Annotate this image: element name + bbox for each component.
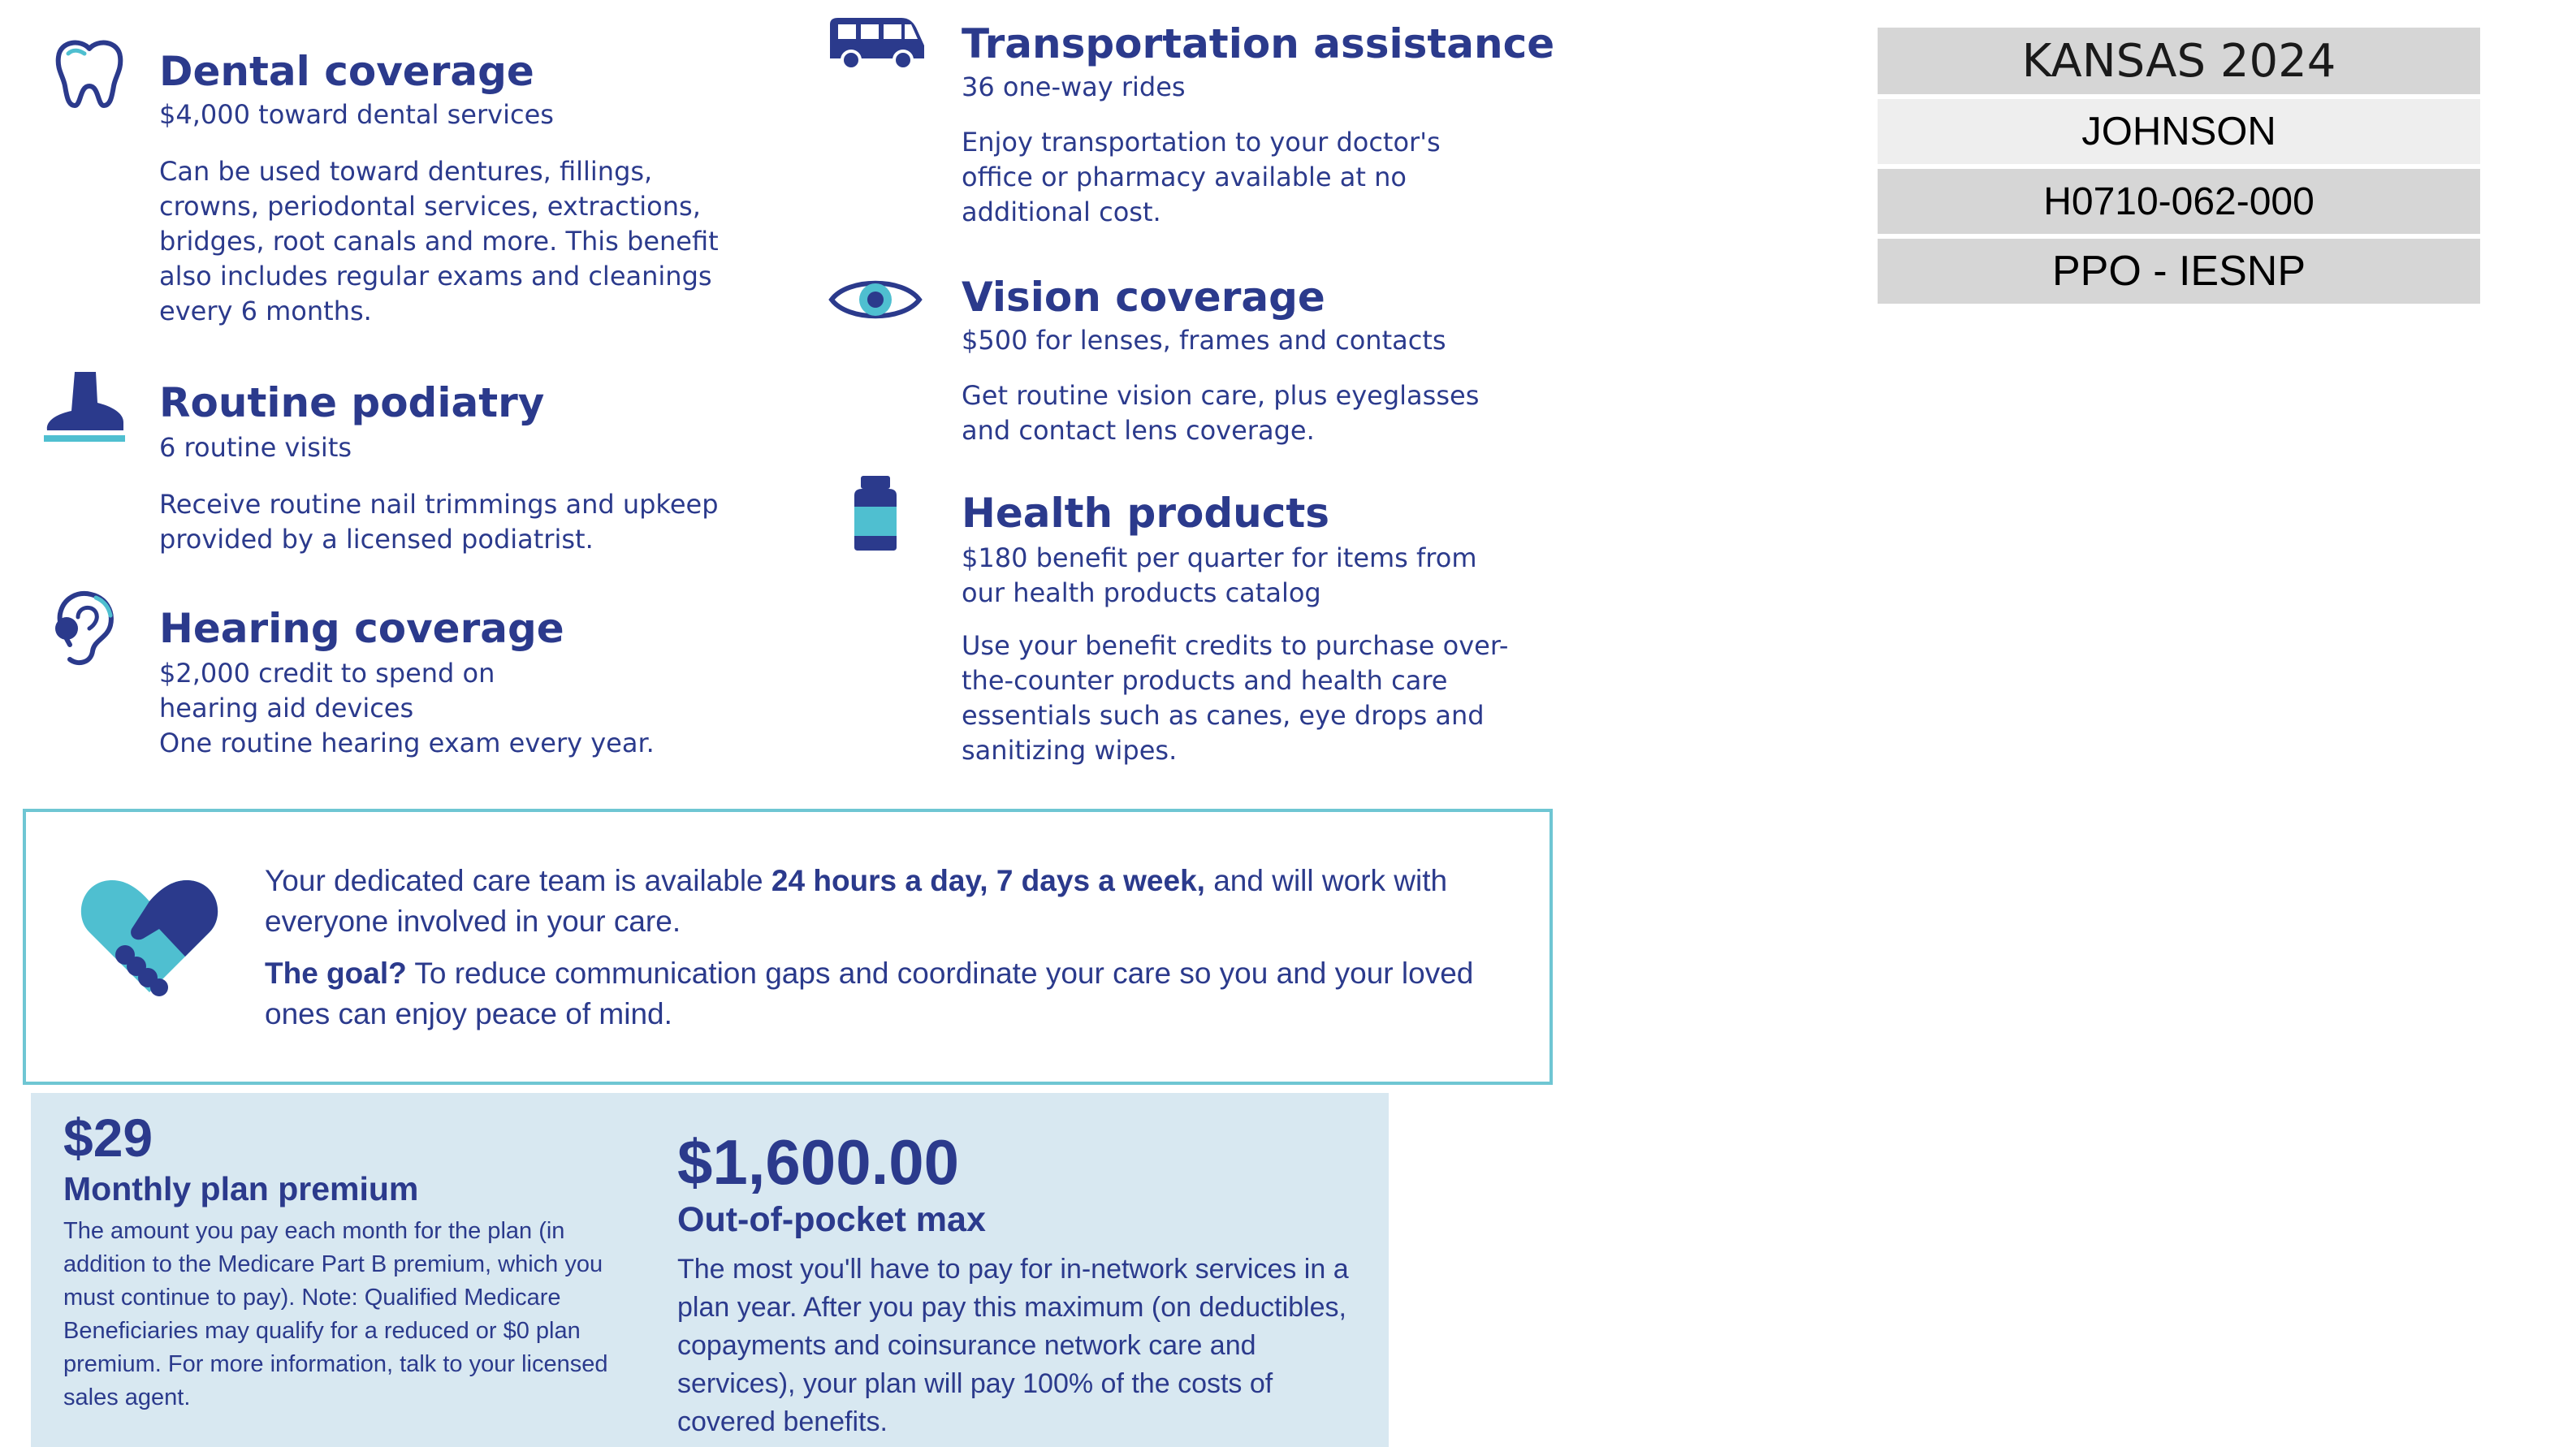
oop-amount: $1,600.00 [677, 1126, 960, 1198]
podiatry-title: Routine podiatry [159, 379, 545, 426]
hearing-title: Hearing coverage [159, 605, 564, 652]
vision-subtitle: $500 for lenses, frames and contacts [962, 325, 1446, 356]
hearing-line-1: $2,000 credit to spend on [159, 658, 495, 689]
pill-bottle-icon [849, 474, 901, 552]
care-team-box [23, 809, 1553, 1085]
eye-icon [827, 271, 924, 328]
van-icon [827, 15, 927, 71]
plan-county: JOHNSON [1878, 99, 2480, 164]
care-team-line1-after: and will work with everyone involved in your care. [265, 864, 1448, 938]
care-team-hours: 24 hours a day, 7 days a week, [771, 864, 1205, 897]
health-products-description: Use your benefit credits to purchase over-the-counter products and health care essentials such as canes, eye drops and sanitizing wipes. [962, 630, 1509, 766]
hearing-line-2: hearing aid devices [159, 693, 414, 724]
cost-panel [31, 1093, 1389, 1447]
transportation-subtitle: 36 one-way rides [962, 71, 1186, 102]
dental-description: Can be used toward dentures, fillings, crowns, periodontal services, extractions, bridges, root canals and more. This benefit also includes regular exams and cleanings every 6 months. [159, 156, 719, 326]
vision-description: Get routine vision care, plus eyeglasses and contact lens coverage. [962, 380, 1480, 446]
foot-icon [39, 367, 130, 445]
premium-amount: $29 [63, 1108, 153, 1168]
dental-title: Dental coverage [159, 48, 534, 95]
care-team-goal-label: The goal? [265, 957, 407, 990]
care-team-text [265, 861, 1499, 1046]
hearing-line-3: One routine hearing exam every year. [159, 728, 655, 758]
care-team-goal [265, 953, 1499, 1034]
oop-label: Out-of-pocket max [677, 1200, 986, 1239]
plan-state-year: KANSAS 2024 [1878, 28, 2480, 94]
podiatry-subtitle: 6 routine visits [159, 432, 352, 463]
oop-description: The most you'll have to pay for in-network services in a plan year. After you pay this maximum (on deductibles, copayments and coinsurance network care and services), your plan will pay 100% of the costs of covered benefits. [677, 1254, 1349, 1437]
health-products-title: Health products [962, 490, 1330, 537]
care-team-goal-text: To reduce communication gaps and coordinate your care so you and your loved ones can enjoy peace of mind. [265, 957, 1474, 1030]
tooth-icon [52, 36, 127, 110]
health-products-subtitle: $180 benefit per quarter for items from our health products catalog [962, 542, 1477, 608]
plan-info-table [1878, 28, 2480, 304]
care-team-line1-before: Your dedicated care team is available [265, 864, 772, 897]
dental-subtitle: $4,000 toward dental services [159, 99, 554, 130]
premium-description: The amount you pay each month for the plan (in addition to the Medicare Part B premium, which you must continue to pay). Note: Qualified Medicare Beneficiaries may qualify for a reduced or $0 plan premium. For more information, talk to your licensed sales agent. [63, 1218, 608, 1410]
plan-type: PPO - IESNP [1878, 239, 2480, 304]
plan-id: H0710-062-000 [1878, 169, 2480, 234]
transportation-title: Transportation assistance [962, 20, 1555, 67]
vision-title: Vision coverage [962, 274, 1325, 321]
ear-icon [45, 588, 123, 669]
podiatry-description: Receive routine nail trimmings and upkeep provided by a licensed podiatrist. [159, 489, 719, 555]
premium-label: Monthly plan premium [63, 1170, 419, 1207]
care-team-availability [265, 861, 1499, 942]
heart-handshake-icon [78, 870, 221, 1000]
transportation-description: Enjoy transportation to your doctor's office or pharmacy available at no additional cost. [962, 127, 1441, 227]
